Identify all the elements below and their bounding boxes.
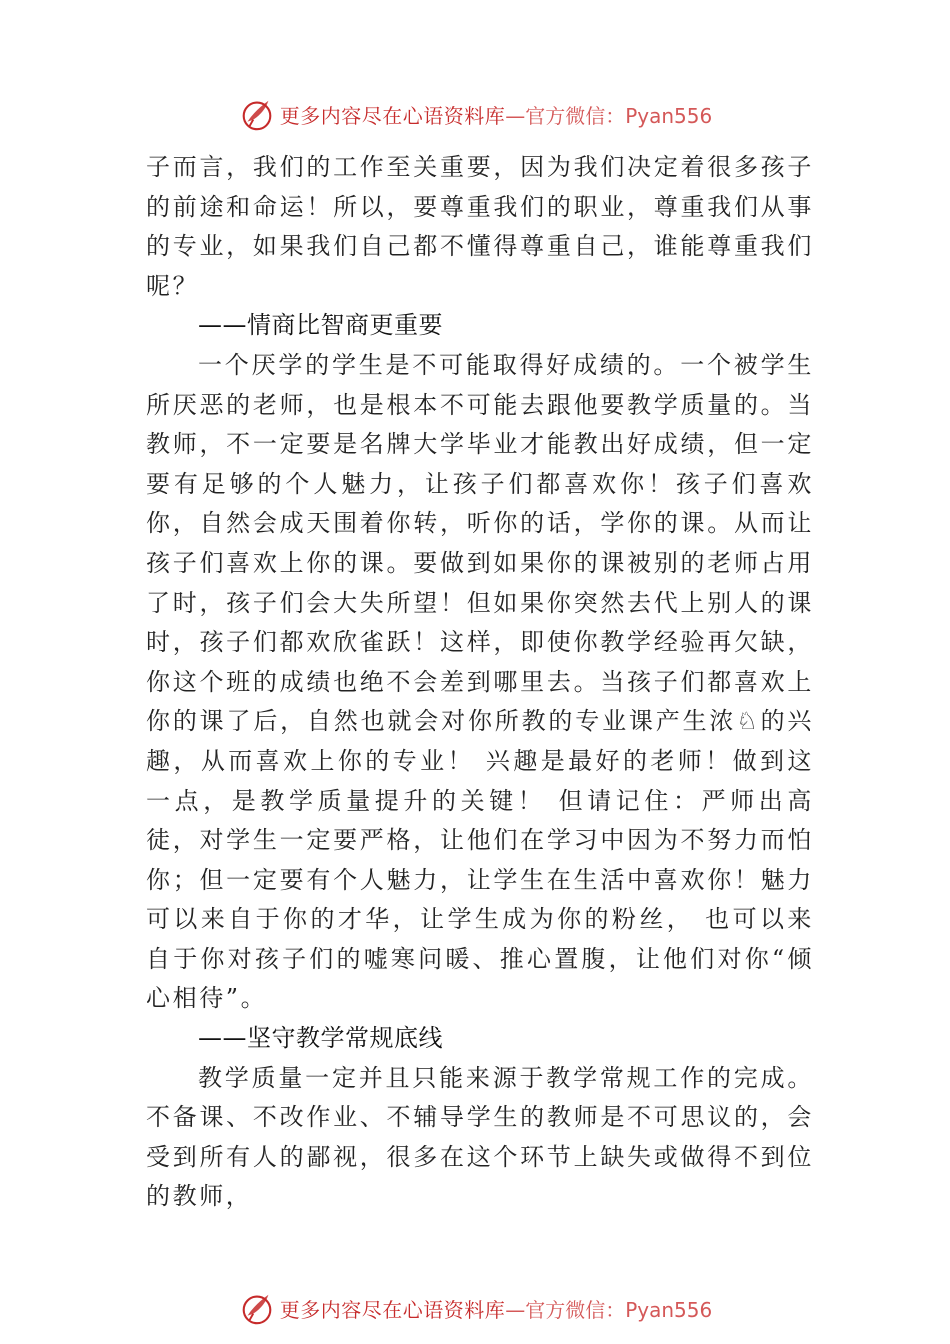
banner-title: 更多内容尽在心语资料库 (279, 1297, 506, 1322)
banner-wechat: —官方微信：Pyan556 (505, 103, 713, 128)
paragraph-routine: 教学质量一定并且只能来源于教学常规工作的完成。不备课、不改作业、不辅导学生的教师是不可思议的，会受到所有人的鄙视，很多在这个环节上缺失或做得不到位的教师， (146, 1063, 814, 1211)
quill-pen-logo-icon (238, 95, 276, 133)
header-banner (0, 94, 950, 134)
banner-title: 更多内容尽在心语资料库 (279, 103, 506, 128)
paragraph-eq: 一个厌学的学生是不可能取得好成绩的。一个被学生所厌恶的老师，也是根本不可能去跟他要教学质量的。当教师，不一定要是名牌大学毕业才能教出好成绩，但一定要有足够的个人魅力，让孩子们都喜欢你！孩子们喜欢你，自然会成天围着你转，听你的话，学你的课。从而让孩子们喜欢上你的课。要做到如果你的课被别的老师占用了时，孩子们会大失所望！但如果你突然去代上别人的课时，孩子们都欢欣雀跃！这样，即使你教学经验再欠缺，你这个班的成绩也绝不会差到哪里去。当孩子们都喜欢上你的课了后，自然也就会对你所教的专业课产生浓♘的兴趣，从而喜欢上你的专业！ 兴趣是最好的老师！做到这一点，是教学质量提升的关键！ 但请记住：严师出高徒，对学生一定要严格，让他们在学习中因为不努力而怕你；但一定要有个人魅力，让学生在生活中喜欢你！魅力可以来自于你的才华，让学生成为你的粉丝， 也可以来自于你对孩子们的嘘寒问暖、推心置腹，让他们对你“倾心相待”。 (146, 350, 814, 1013)
footer-banner (0, 1288, 950, 1328)
section-heading-eq: ——情商比智商更重要 (198, 311, 443, 340)
quill-pen-logo-icon (238, 1289, 276, 1327)
banner-wechat: —官方微信：Pyan556 (505, 1297, 713, 1322)
document-body (146, 148, 814, 1217)
section-heading-routine: ——坚守教学常规底线 (198, 1024, 443, 1053)
paragraph-continued: 子而言，我们的工作至关重要，因为我们决定着很多孩子的前途和命运！所以，要尊重我们的职业，尊重我们从事的专业，如果我们自己都不懂得尊重自己，谁能尊重我们呢？ (146, 153, 814, 300)
